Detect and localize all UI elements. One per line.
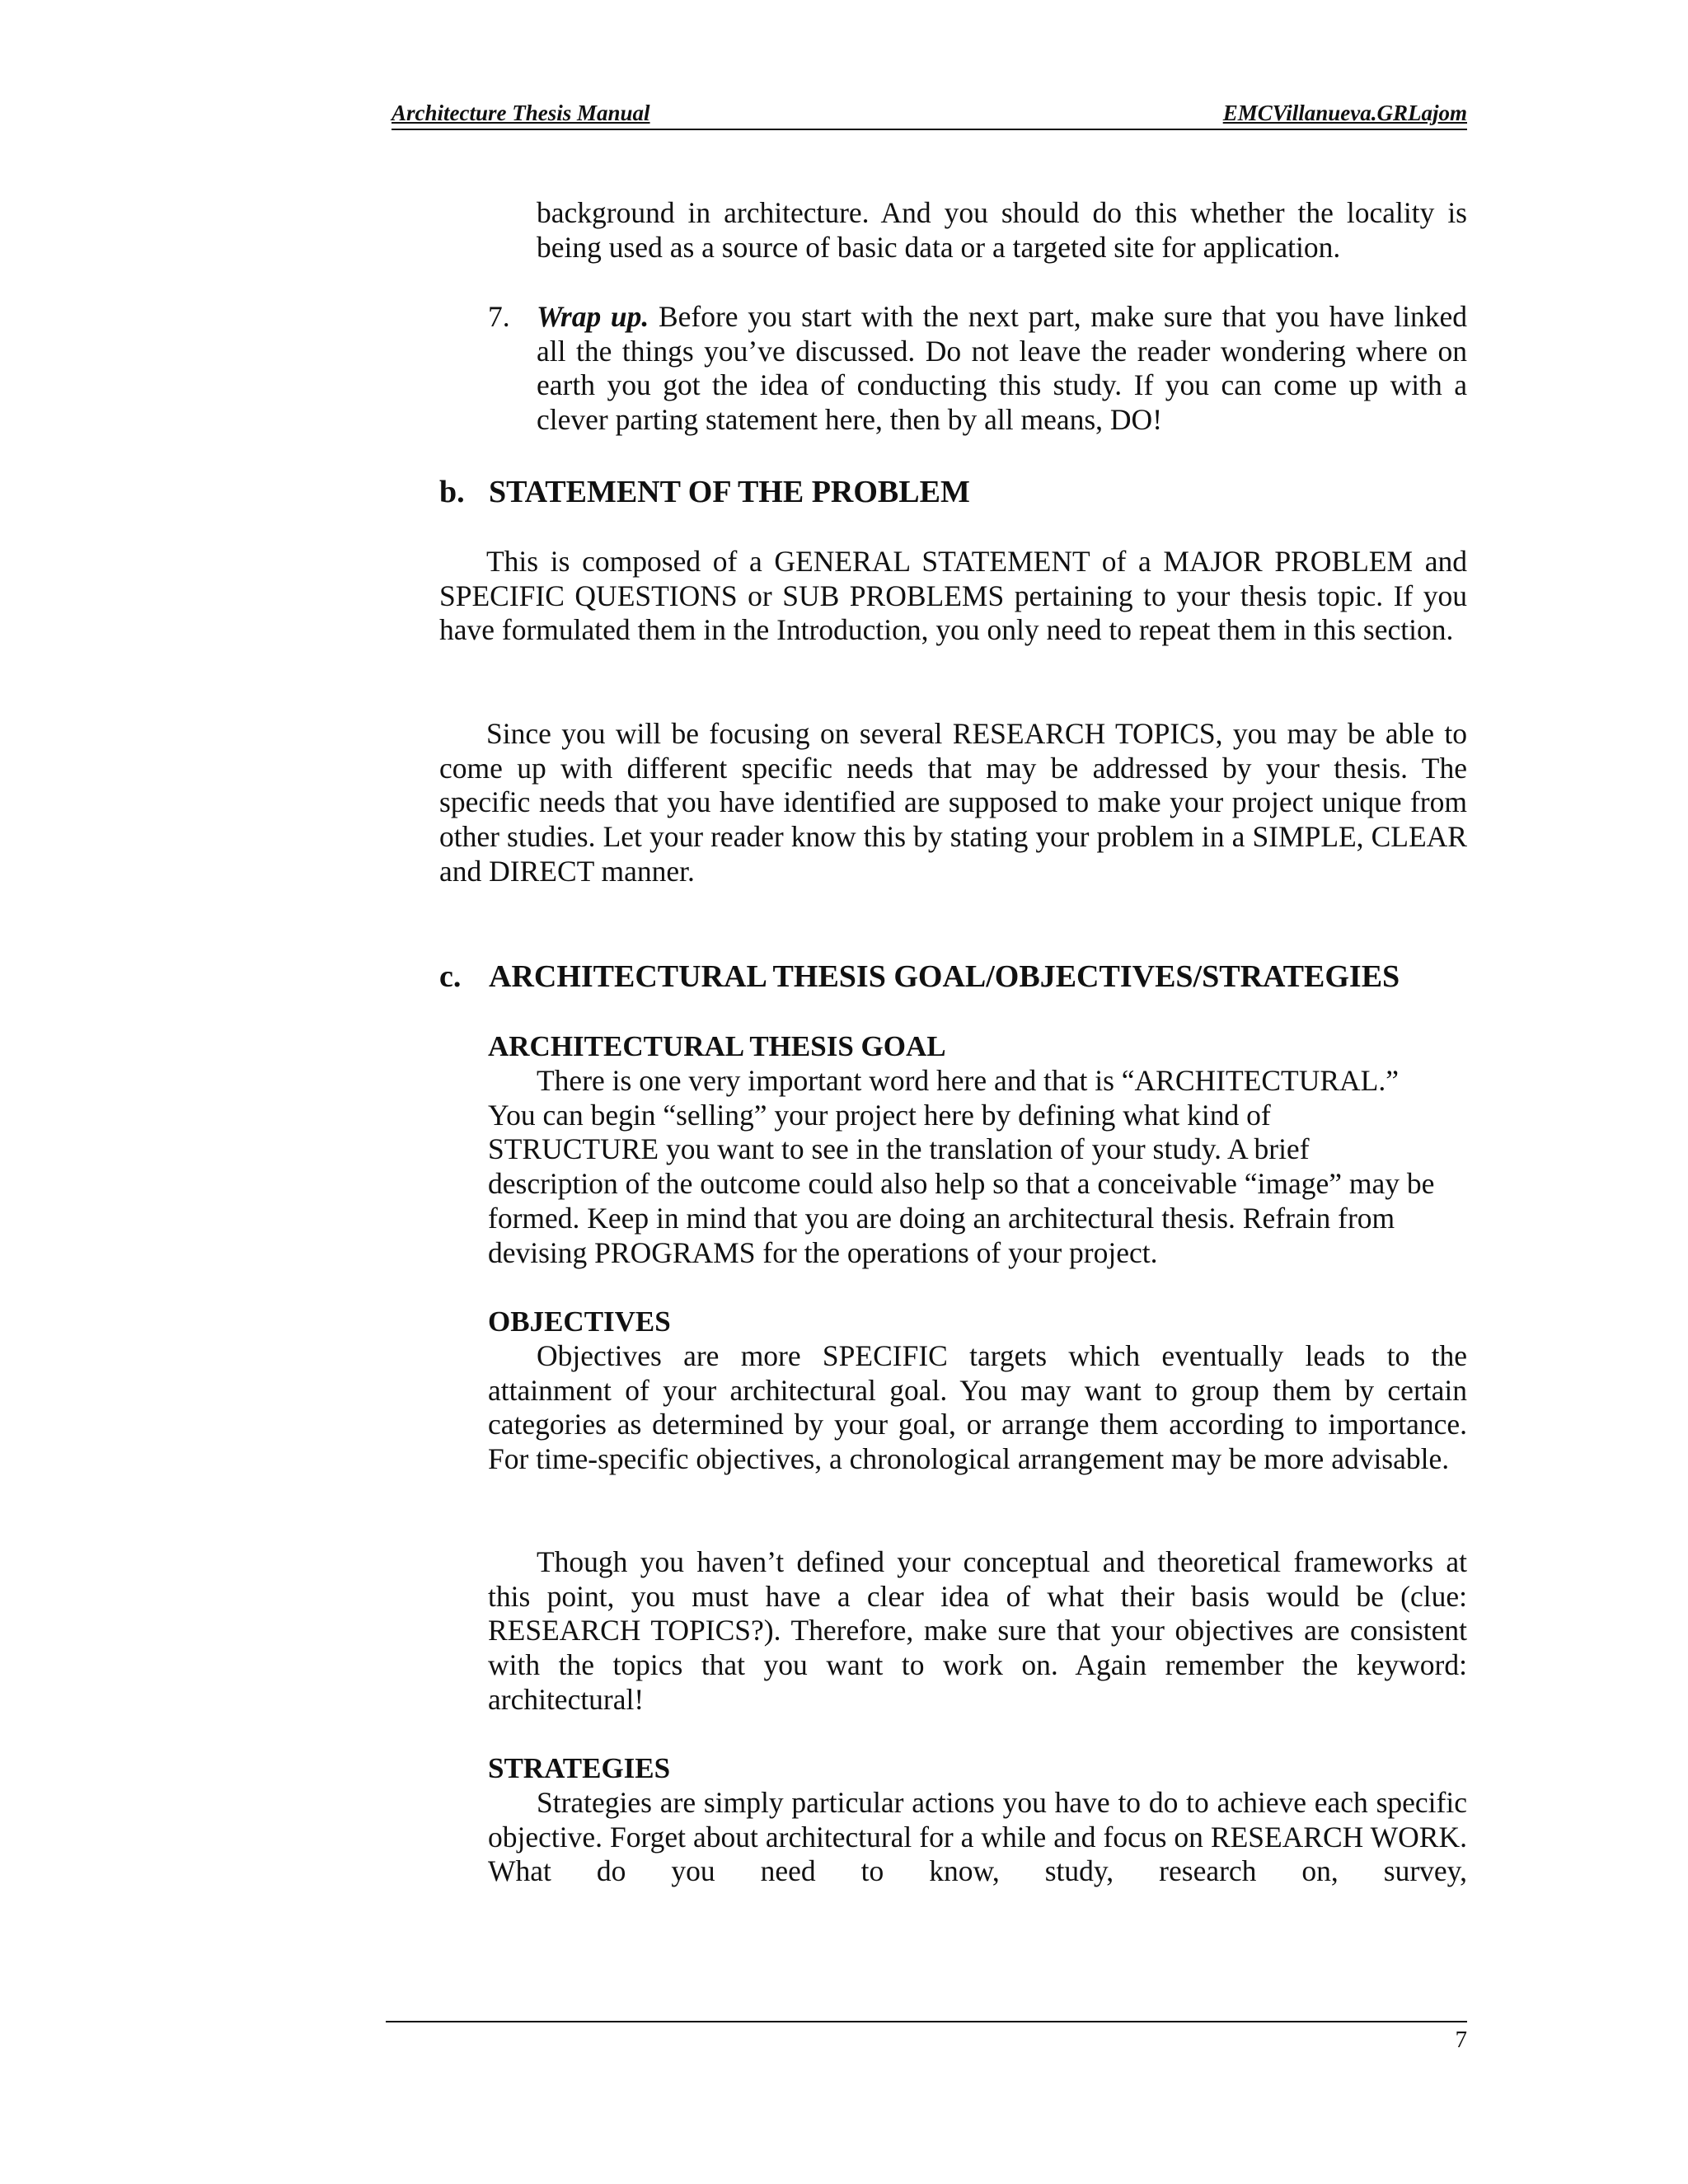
strategies-paragraph-1: Strategies are simply particular actions you have to do to achieve each specific objective. Forget about architectural for a while and focus on RESEARCH WORK. What do you need to know, study, research on, survey, xyxy=(488,1786,1467,1888)
problem-paragraph-1: This is composed of a GENERAL STATEMENT of a MAJOR PROBLEM and SPECIFIC QUESTIONS or SUB PROBLEMS pertaining to your thesis topic. If you have formulated them in the Introduction, you only need to repeat them in this section. xyxy=(439,545,1467,647)
goal-line: description of the outcome could also help so that a conceivable “image” may be xyxy=(488,1167,1435,1201)
section-b-title: STATEMENT OF THE PROBLEM xyxy=(489,475,970,509)
section-c-label: c. xyxy=(439,959,462,994)
strategies-heading: STRATEGIES xyxy=(488,1752,671,1784)
footer-rule xyxy=(386,2021,1467,2022)
goal-line: There is one very important word here and that is “ARCHITECTURAL.” xyxy=(537,1064,1399,1097)
section-c-heading xyxy=(439,958,1400,995)
list-item-wrap-up xyxy=(537,300,1467,438)
goal-line: formed. Keep in mind that you are doing an architectural thesis. Refrain from xyxy=(488,1201,1395,1235)
goal-paragraph xyxy=(488,1064,1477,1270)
problem-paragraph-2: Since you will be focusing on several RESEARCH TOPICS, you may be able to come up with different specific needs that may be addressed by your thesis. The specific needs that you have identified are supposed to make your project unique from other studies. Let your reader know this by stating your problem in a SIMPLE, CLEAR and DIRECT manner. xyxy=(439,717,1467,888)
header-title: Architecture Thesis Manual xyxy=(392,101,650,125)
section-b-label: b. xyxy=(439,475,465,509)
page-number: 7 xyxy=(1455,2027,1467,2053)
section-b-heading xyxy=(439,474,970,510)
header-authors: EMCVillanueva.GRLajom xyxy=(1222,101,1467,125)
continuation-paragraph: background in architecture. And you should do this whether the locality is being used as a source of basic data or a targeted site for application. xyxy=(537,196,1467,264)
list-item-number: 7. xyxy=(488,300,510,333)
goal-heading: ARCHITECTURAL THESIS GOAL xyxy=(488,1030,946,1062)
objectives-paragraph-2: Though you haven’t defined your conceptual and theoretical frameworks at this point, you must have a clear idea of what their basis would be (clue: RESEARCH TOPICS?). Therefore, make sure that your objectives are consistent with the topics that you want to work on. Again remember the keyword: architectural! xyxy=(488,1545,1467,1716)
objectives-heading: OBJECTIVES xyxy=(488,1305,671,1338)
wrap-up-text: Before you start with the next part, make sure that you have linked all the things you’ve discussed. Do not leave the reader wondering where on earth you got the idea of conducting this study. If you can come up with a clever parting statement here, then by all means, DO! xyxy=(537,300,1467,437)
running-header xyxy=(392,97,1467,130)
goal-line: devising PROGRAMS for the operations of your project. xyxy=(488,1235,1158,1269)
wrap-up-lead: Wrap up. xyxy=(537,300,649,333)
goal-line: STRUCTURE you want to see in the translation of your study. A brief xyxy=(488,1132,1310,1166)
objectives-paragraph-1: Objectives are more SPECIFIC targets which eventually leads to the attainment of your architectural goal. You may want to group them by certain categories as determined by your goal, or arrange them according to importance. For time-specific objectives, a chronological arrangement may be more advisable. xyxy=(488,1339,1467,1476)
goal-line: You can begin “selling” your project here by defining what kind of xyxy=(488,1098,1271,1132)
section-c-title: ARCHITECTURAL THESIS GOAL/OBJECTIVES/STRATEGIES xyxy=(489,959,1400,994)
